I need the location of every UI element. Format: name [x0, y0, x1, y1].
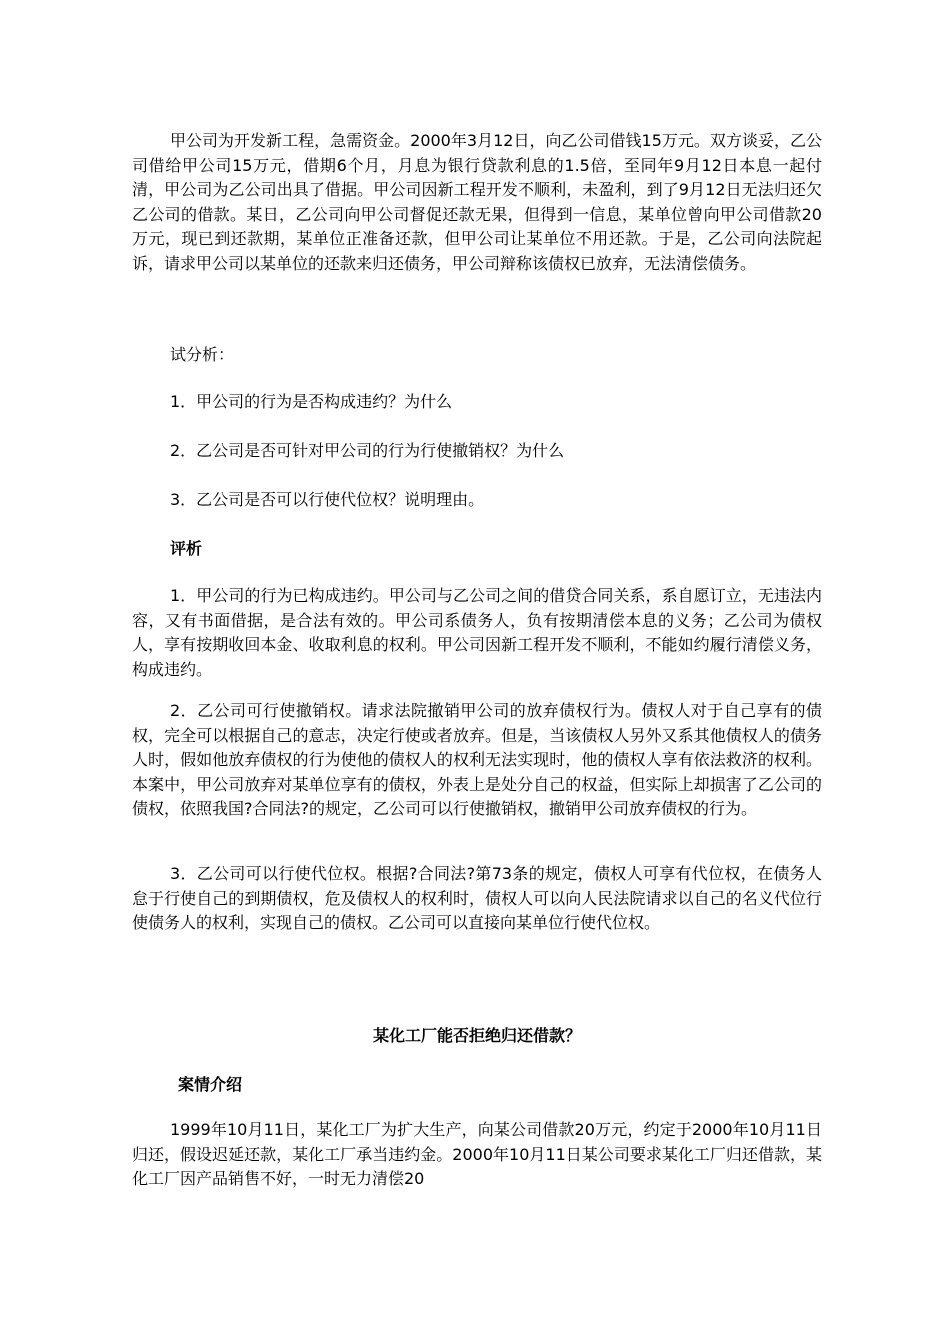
- question-3: 3．乙公司是否可以行使代位权？说明理由。: [170, 490, 485, 509]
- question-1: 1．甲公司的行为是否构成违约？为什么: [170, 392, 453, 411]
- analysis-2: 2．乙公司可行使撤销权。请求法院撤销甲公司的放弃债权行为。债权人对于自己享有的债权，完全可以根据自己的意志，决定行使或者放弃。但是，当该债权人另外又系其他债权人的债务人时，假如他放弃债权的行为使他的债权人的权利无法实现时，他的债权人享有依法救济的权利。本案中，甲公司放弃对某单位享有的债权，外表上是处分自己的权益，但实际上却损害了乙公司的债权，依照我国?合同法?的规定，乙公司可以行使撤销权，撤销甲公司放弃债权的行为。: [132, 701, 822, 819]
- analysis-heading: 评析: [170, 539, 203, 558]
- analysis-1: 1．甲公司的行为已构成违约。甲公司与乙公司之间的借贷合同关系，系自愿订立，无违法内容，又有书面借据，是合法有效的。甲公司系债务人，负有按期清偿本息的义务；乙公司为债权人，享有按期收回本金、收取利息的权利。甲公司因新工程开发不顺利，不能如约履行清偿义务，构成违约。: [132, 586, 822, 679]
- case2-heading: 案情介绍: [178, 1075, 243, 1094]
- case2-title: 某化工厂能否拒绝归还借款？: [372, 1026, 581, 1045]
- analysis-3: 3．乙公司可以行使代位权。根据?合同法?第73条的规定，债权人可享有代位权，在债务人怠于行使自己的到期债权，危及债权人的权利时，债权人可以向人民法院请求以自己的名义代位行使债务人的权利，实现自己的债权。乙公司可以直接向某单位行使代位权。: [132, 864, 822, 933]
- question-2: 2．乙公司是否可针对甲公司的行为行使撤销权？为什么: [170, 441, 565, 460]
- case2-intro-paragraph: 1999年10月11日，某化工厂为扩大生产，向某公司借款20万元，约定于2000年10月11日归还，假设迟延还款，某化工厂承当违约金。2000年10月11日某公司要求某化工厂归还借款，某化工厂因产品销售不好，一时无力清偿20: [132, 1120, 822, 1189]
- case1-intro-paragraph: 甲公司为开发新工程，急需资金。2000年3月12日，向乙公司借钱15万元。双方谈妥，乙公司借给甲公司15万元，借期6个月，月息为银行贷款利息的1.5倍，至同年9月12日本息一起付清，甲公司为乙公司出具了借据。甲公司因新工程开发不顺利，未盈利，到了9月12日无法归还欠乙公司的借款。某日，乙公司向甲公司督促还款无果，但得到一信息，某单位曾向甲公司借款20万元，现已到还款期，某单位正准备还款，但甲公司让某单位不用还款。于是，乙公司向法院起诉，请求甲公司以某单位的还款来归还债务，甲公司辩称该债权已放弃，无法清偿债务。: [132, 131, 822, 273]
- question-label: 试分析：: [170, 345, 235, 364]
